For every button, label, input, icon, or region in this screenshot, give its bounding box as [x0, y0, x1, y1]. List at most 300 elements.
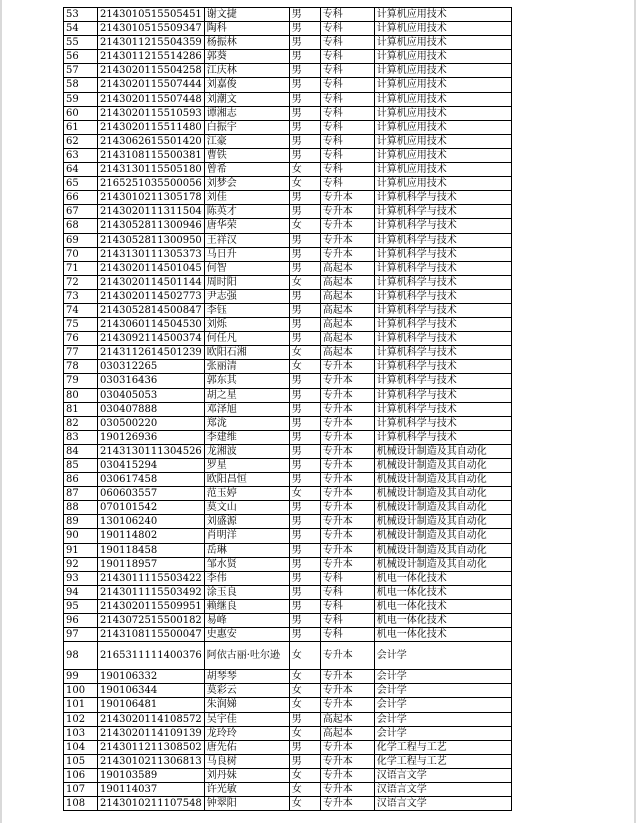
- gender-cell: 男: [289, 106, 320, 120]
- student-name-cell: 龙玲玲: [204, 726, 289, 740]
- student-id-cell: 2143130111304526: [98, 444, 205, 458]
- row-number-cell: 97: [64, 628, 98, 642]
- student-name-cell: 王祥汉: [204, 233, 289, 247]
- student-id-cell: 2143011115503492: [98, 585, 205, 599]
- student-id-cell: 2165311111400376: [98, 642, 205, 670]
- student-name-cell: 何智: [204, 261, 289, 275]
- gender-cell: 男: [289, 459, 320, 473]
- education-level-cell: 专升本: [320, 642, 374, 670]
- table-row: [64, 670, 512, 684]
- major-cell: 计算机科学与技术: [374, 388, 511, 402]
- education-level-cell: 专科: [320, 36, 374, 50]
- student-id-cell: 2143112614501239: [98, 346, 205, 360]
- row-number-cell: 100: [64, 684, 98, 698]
- student-name-cell: 郭东其: [204, 374, 289, 388]
- student-id-cell: 2143072515500182: [98, 614, 205, 628]
- table-row: [64, 571, 512, 585]
- education-level-cell: 专科: [320, 571, 374, 585]
- education-level-cell: 专升本: [320, 754, 374, 768]
- major-cell: 机械设计制造及其自动化: [374, 473, 511, 487]
- major-cell: 计算机应用技术: [374, 106, 511, 120]
- major-cell: 会计学: [374, 726, 511, 740]
- student-name-cell: 马日升: [204, 247, 289, 261]
- table-row: [64, 459, 512, 473]
- education-level-cell: 专科: [320, 599, 374, 613]
- row-number-cell: 64: [64, 163, 98, 177]
- education-level-cell: 专科: [320, 106, 374, 120]
- student-id-cell: 2143020115507448: [98, 92, 205, 106]
- row-number-cell: 90: [64, 529, 98, 543]
- row-number-cell: 80: [64, 388, 98, 402]
- table-row: [64, 698, 512, 712]
- student-id-cell: 2143010515505451: [98, 8, 205, 22]
- student-id-cell: 060603557: [98, 487, 205, 501]
- gender-cell: 男: [289, 614, 320, 628]
- student-name-cell: 唐先佑: [204, 740, 289, 754]
- student-name-cell: 李建维: [204, 430, 289, 444]
- table-row: [64, 191, 512, 205]
- table-row: [64, 444, 512, 458]
- student-name-cell: 邹水贤: [204, 557, 289, 571]
- table-row: [64, 529, 512, 543]
- gender-cell: 女: [289, 346, 320, 360]
- education-level-cell: 专升本: [320, 374, 374, 388]
- table-row: [64, 22, 512, 36]
- student-name-cell: 马良树: [204, 754, 289, 768]
- major-cell: 机械设计制造及其自动化: [374, 557, 511, 571]
- row-number-cell: 101: [64, 698, 98, 712]
- table-row: [64, 402, 512, 416]
- gender-cell: 女: [289, 768, 320, 782]
- student-id-cell: 2143020111311504: [98, 205, 205, 219]
- gender-cell: 男: [289, 8, 320, 22]
- row-number-cell: 104: [64, 740, 98, 754]
- student-name-cell: 史惠安: [204, 628, 289, 642]
- student-name-cell: 胡之星: [204, 388, 289, 402]
- student-id-cell: 2143130111305373: [98, 247, 205, 261]
- student-name-cell: 陈英才: [204, 205, 289, 219]
- gender-cell: 男: [289, 191, 320, 205]
- major-cell: 计算机应用技术: [374, 50, 511, 64]
- education-level-cell: 专升本: [320, 233, 374, 247]
- student-id-cell: 030500220: [98, 416, 205, 430]
- student-id-cell: 2143052814500847: [98, 303, 205, 317]
- row-number-cell: 59: [64, 92, 98, 106]
- table-row: [64, 501, 512, 515]
- education-level-cell: 专升本: [320, 515, 374, 529]
- student-name-cell: 江豪: [204, 134, 289, 148]
- education-level-cell: 高起本: [320, 712, 374, 726]
- table-row: [64, 599, 512, 613]
- student-name-cell: 胡琴琴: [204, 670, 289, 684]
- gender-cell: 女: [289, 726, 320, 740]
- row-number-cell: 61: [64, 120, 98, 134]
- row-number-cell: 53: [64, 8, 98, 22]
- education-level-cell: 专升本: [320, 473, 374, 487]
- student-id-cell: 2143011115503422: [98, 571, 205, 585]
- gender-cell: 男: [289, 261, 320, 275]
- student-roster-table: [63, 7, 512, 811]
- education-level-cell: 高起本: [320, 303, 374, 317]
- major-cell: 计算机科学与技术: [374, 275, 511, 289]
- major-cell: 计算机科学与技术: [374, 318, 511, 332]
- major-cell: 计算机应用技术: [374, 8, 511, 22]
- student-name-cell: 刘烁: [204, 318, 289, 332]
- education-level-cell: 专升本: [320, 430, 374, 444]
- education-level-cell: 专升本: [320, 191, 374, 205]
- table-row: [64, 416, 512, 430]
- gender-cell: 男: [289, 515, 320, 529]
- table-row: [64, 346, 512, 360]
- major-cell: 计算机科学与技术: [374, 191, 511, 205]
- student-name-cell: 吴宇佳: [204, 712, 289, 726]
- student-id-cell: 190126936: [98, 430, 205, 444]
- education-level-cell: 专升本: [320, 782, 374, 796]
- education-level-cell: 专科: [320, 8, 374, 22]
- major-cell: 计算机应用技术: [374, 64, 511, 78]
- major-cell: 计算机科学与技术: [374, 430, 511, 444]
- row-number-cell: 71: [64, 261, 98, 275]
- major-cell: 会计学: [374, 642, 511, 670]
- major-cell: 机械设计制造及其自动化: [374, 444, 511, 458]
- student-name-cell: 江庆林: [204, 64, 289, 78]
- table-row: [64, 487, 512, 501]
- table-row: [64, 303, 512, 317]
- education-level-cell: 专升本: [320, 698, 374, 712]
- student-name-cell: 龙湘波: [204, 444, 289, 458]
- table-row: [64, 50, 512, 64]
- student-id-cell: 2143020115509951: [98, 599, 205, 613]
- gender-cell: 男: [289, 543, 320, 557]
- student-id-cell: 2143020114109139: [98, 726, 205, 740]
- table-row: [64, 148, 512, 162]
- student-id-cell: 190106344: [98, 684, 205, 698]
- education-level-cell: 专科: [320, 134, 374, 148]
- table-row: [64, 712, 512, 726]
- table-row: [64, 782, 512, 796]
- student-name-cell: 谭湘志: [204, 106, 289, 120]
- table-row: [64, 614, 512, 628]
- row-number-cell: 69: [64, 233, 98, 247]
- education-level-cell: 专科: [320, 585, 374, 599]
- education-level-cell: 高起本: [320, 275, 374, 289]
- row-number-cell: 74: [64, 303, 98, 317]
- education-level-cell: 专升本: [320, 557, 374, 571]
- table-row: [64, 78, 512, 92]
- student-name-cell: 钟翠阳: [204, 797, 289, 811]
- major-cell: 计算机应用技术: [374, 120, 511, 134]
- table-row: [64, 642, 512, 670]
- student-name-cell: 刘潮文: [204, 92, 289, 106]
- student-name-cell: 郑泷: [204, 416, 289, 430]
- table-row: [64, 120, 512, 134]
- row-number-cell: 82: [64, 416, 98, 430]
- gender-cell: 男: [289, 430, 320, 444]
- table-row: [64, 289, 512, 303]
- gender-cell: 男: [289, 444, 320, 458]
- row-number-cell: 99: [64, 670, 98, 684]
- education-level-cell: 专科: [320, 120, 374, 134]
- major-cell: 机电一体化技术: [374, 571, 511, 585]
- student-name-cell: 白振宇: [204, 120, 289, 134]
- student-name-cell: 肖明洋: [204, 529, 289, 543]
- row-number-cell: 58: [64, 78, 98, 92]
- student-name-cell: 何任凡: [204, 332, 289, 346]
- student-name-cell: 范玉婷: [204, 487, 289, 501]
- row-number-cell: 77: [64, 346, 98, 360]
- major-cell: 机械设计制造及其自动化: [374, 459, 511, 473]
- table-row: [64, 684, 512, 698]
- gender-cell: 男: [289, 148, 320, 162]
- major-cell: 会计学: [374, 684, 511, 698]
- row-number-cell: 83: [64, 430, 98, 444]
- table-row: [64, 134, 512, 148]
- gender-cell: 男: [289, 501, 320, 515]
- student-id-cell: 2143060114504530: [98, 318, 205, 332]
- student-id-cell: 2143092114500374: [98, 332, 205, 346]
- student-id-cell: 2143010211306813: [98, 754, 205, 768]
- row-number-cell: 63: [64, 148, 98, 162]
- student-id-cell: 030407888: [98, 402, 205, 416]
- gender-cell: 男: [289, 628, 320, 642]
- gender-cell: 男: [289, 599, 320, 613]
- major-cell: 会计学: [374, 670, 511, 684]
- row-number-cell: 54: [64, 22, 98, 36]
- major-cell: 会计学: [374, 698, 511, 712]
- table-row: [64, 261, 512, 275]
- gender-cell: 男: [289, 50, 320, 64]
- table-row: [64, 515, 512, 529]
- major-cell: 汉语言文学: [374, 768, 511, 782]
- education-level-cell: 专升本: [320, 487, 374, 501]
- education-level-cell: 专升本: [320, 444, 374, 458]
- row-number-cell: 93: [64, 571, 98, 585]
- row-number-cell: 87: [64, 487, 98, 501]
- gender-cell: 男: [289, 318, 320, 332]
- gender-cell: 女: [289, 684, 320, 698]
- student-id-cell: 2143010211305178: [98, 191, 205, 205]
- gender-cell: 女: [289, 698, 320, 712]
- gender-cell: 女: [289, 360, 320, 374]
- student-id-cell: 030415294: [98, 459, 205, 473]
- student-name-cell: 刘盛源: [204, 515, 289, 529]
- gender-cell: 男: [289, 22, 320, 36]
- row-number-cell: 84: [64, 444, 98, 458]
- major-cell: 计算机科学与技术: [374, 416, 511, 430]
- table-row: [64, 92, 512, 106]
- major-cell: 计算机科学与技术: [374, 402, 511, 416]
- student-id-cell: 2143020115504258: [98, 64, 205, 78]
- row-number-cell: 60: [64, 106, 98, 120]
- major-cell: 计算机应用技术: [374, 134, 511, 148]
- student-name-cell: 陶科: [204, 22, 289, 36]
- gender-cell: 男: [289, 120, 320, 134]
- student-id-cell: 190106332: [98, 670, 205, 684]
- student-id-cell: 2143052811300950: [98, 233, 205, 247]
- student-id-cell: 2143052811300946: [98, 219, 205, 233]
- major-cell: 计算机应用技术: [374, 36, 511, 50]
- education-level-cell: 专科: [320, 614, 374, 628]
- gender-cell: 男: [289, 754, 320, 768]
- student-name-cell: 张丽清: [204, 360, 289, 374]
- education-level-cell: 专升本: [320, 360, 374, 374]
- education-level-cell: 专升本: [320, 670, 374, 684]
- gender-cell: 女: [289, 163, 320, 177]
- student-id-cell: 2143020115511480: [98, 120, 205, 134]
- student-id-cell: 190114802: [98, 529, 205, 543]
- major-cell: 会计学: [374, 712, 511, 726]
- row-number-cell: 81: [64, 402, 98, 416]
- table-row: [64, 233, 512, 247]
- education-level-cell: 专科: [320, 148, 374, 162]
- student-name-cell: 欧阳昌恒: [204, 473, 289, 487]
- gender-cell: 男: [289, 740, 320, 754]
- student-id-cell: 2143062615501420: [98, 134, 205, 148]
- gender-cell: 男: [289, 247, 320, 261]
- student-name-cell: 涂玉良: [204, 585, 289, 599]
- major-cell: 计算机科学与技术: [374, 289, 511, 303]
- gender-cell: 女: [289, 487, 320, 501]
- left-page-edge: [0, 0, 2, 823]
- major-cell: 机电一体化技术: [374, 614, 511, 628]
- major-cell: 机械设计制造及其自动化: [374, 501, 511, 515]
- gender-cell: 男: [289, 585, 320, 599]
- student-id-cell: 2143130115505180: [98, 163, 205, 177]
- student-name-cell: 莫文山: [204, 501, 289, 515]
- gender-cell: 女: [289, 670, 320, 684]
- student-name-cell: 赖继良: [204, 599, 289, 613]
- row-number-cell: 96: [64, 614, 98, 628]
- student-id-cell: 030617458: [98, 473, 205, 487]
- row-number-cell: 78: [64, 360, 98, 374]
- table-row: [64, 177, 512, 191]
- education-level-cell: 专升本: [320, 768, 374, 782]
- row-number-cell: 105: [64, 754, 98, 768]
- major-cell: 机电一体化技术: [374, 628, 511, 642]
- student-name-cell: 阿依古丽·吐尔逊: [204, 642, 289, 670]
- table-row: [64, 247, 512, 261]
- student-id-cell: 190103589: [98, 768, 205, 782]
- gender-cell: 男: [289, 473, 320, 487]
- education-level-cell: 专升本: [320, 543, 374, 557]
- education-level-cell: 专升本: [320, 684, 374, 698]
- roster-table-body: [64, 8, 512, 811]
- row-number-cell: 106: [64, 768, 98, 782]
- student-name-cell: 罗星: [204, 459, 289, 473]
- education-level-cell: 专升本: [320, 529, 374, 543]
- gender-cell: 男: [289, 416, 320, 430]
- major-cell: 计算机科学与技术: [374, 332, 511, 346]
- student-name-cell: 曹铁: [204, 148, 289, 162]
- education-level-cell: 专科: [320, 92, 374, 106]
- student-name-cell: 刘佳: [204, 191, 289, 205]
- education-level-cell: 高起本: [320, 318, 374, 332]
- student-id-cell: 030312265: [98, 360, 205, 374]
- student-name-cell: 欧阳石湘: [204, 346, 289, 360]
- table-row: [64, 219, 512, 233]
- row-number-cell: 57: [64, 64, 98, 78]
- major-cell: 计算机科学与技术: [374, 346, 511, 360]
- major-cell: 机械设计制造及其自动化: [374, 529, 511, 543]
- student-id-cell: 2143020115510593: [98, 106, 205, 120]
- row-number-cell: 56: [64, 50, 98, 64]
- education-level-cell: 专升本: [320, 740, 374, 754]
- gender-cell: 女: [289, 797, 320, 811]
- gender-cell: 女: [289, 642, 320, 670]
- row-number-cell: 68: [64, 219, 98, 233]
- gender-cell: 男: [289, 712, 320, 726]
- education-level-cell: 专升本: [320, 247, 374, 261]
- education-level-cell: 高起本: [320, 332, 374, 346]
- student-name-cell: 刘丹妹: [204, 768, 289, 782]
- major-cell: 机电一体化技术: [374, 599, 511, 613]
- education-level-cell: 高起本: [320, 289, 374, 303]
- education-level-cell: 专升本: [320, 459, 374, 473]
- gender-cell: 男: [289, 205, 320, 219]
- student-id-cell: 2143108115500381: [98, 148, 205, 162]
- student-name-cell: 谢文捷: [204, 8, 289, 22]
- student-name-cell: 尹志强: [204, 289, 289, 303]
- table-row: [64, 557, 512, 571]
- gender-cell: 男: [289, 36, 320, 50]
- student-id-cell: 030405053: [98, 388, 205, 402]
- student-id-cell: 2143108115500047: [98, 628, 205, 642]
- gender-cell: 女: [289, 275, 320, 289]
- education-level-cell: 专升本: [320, 205, 374, 219]
- major-cell: 汉语言文学: [374, 782, 511, 796]
- student-id-cell: 2143020115507444: [98, 78, 205, 92]
- major-cell: 化学工程与工艺: [374, 740, 511, 754]
- education-level-cell: 专科: [320, 22, 374, 36]
- education-level-cell: 专科: [320, 628, 374, 642]
- row-number-cell: 73: [64, 289, 98, 303]
- student-id-cell: 2143020114108572: [98, 712, 205, 726]
- row-number-cell: 86: [64, 473, 98, 487]
- student-id-cell: 2143010211107548: [98, 797, 205, 811]
- row-number-cell: 85: [64, 459, 98, 473]
- student-name-cell: 许光敏: [204, 782, 289, 796]
- gender-cell: 女: [289, 177, 320, 191]
- student-id-cell: 2143011215504359: [98, 36, 205, 50]
- student-id-cell: 2143020114502773: [98, 289, 205, 303]
- education-level-cell: 专升本: [320, 402, 374, 416]
- major-cell: 计算机应用技术: [374, 148, 511, 162]
- row-number-cell: 89: [64, 515, 98, 529]
- table-row: [64, 740, 512, 754]
- major-cell: 化学工程与工艺: [374, 754, 511, 768]
- student-name-cell: 杨振林: [204, 36, 289, 50]
- table-row: [64, 318, 512, 332]
- table-row: [64, 430, 512, 444]
- student-name-cell: 易峰: [204, 614, 289, 628]
- row-number-cell: 55: [64, 36, 98, 50]
- gender-cell: 男: [289, 92, 320, 106]
- student-id-cell: 190114037: [98, 782, 205, 796]
- student-name-cell: 刘嘉俊: [204, 78, 289, 92]
- gender-cell: 男: [289, 233, 320, 247]
- education-level-cell: 专科: [320, 163, 374, 177]
- major-cell: 计算机科学与技术: [374, 261, 511, 275]
- row-number-cell: 94: [64, 585, 98, 599]
- student-name-cell: 朱润娣: [204, 698, 289, 712]
- gender-cell: 男: [289, 78, 320, 92]
- major-cell: 计算机应用技术: [374, 22, 511, 36]
- row-number-cell: 98: [64, 642, 98, 670]
- row-number-cell: 91: [64, 543, 98, 557]
- row-number-cell: 76: [64, 332, 98, 346]
- student-id-cell: 2143020114501045: [98, 261, 205, 275]
- row-number-cell: 107: [64, 782, 98, 796]
